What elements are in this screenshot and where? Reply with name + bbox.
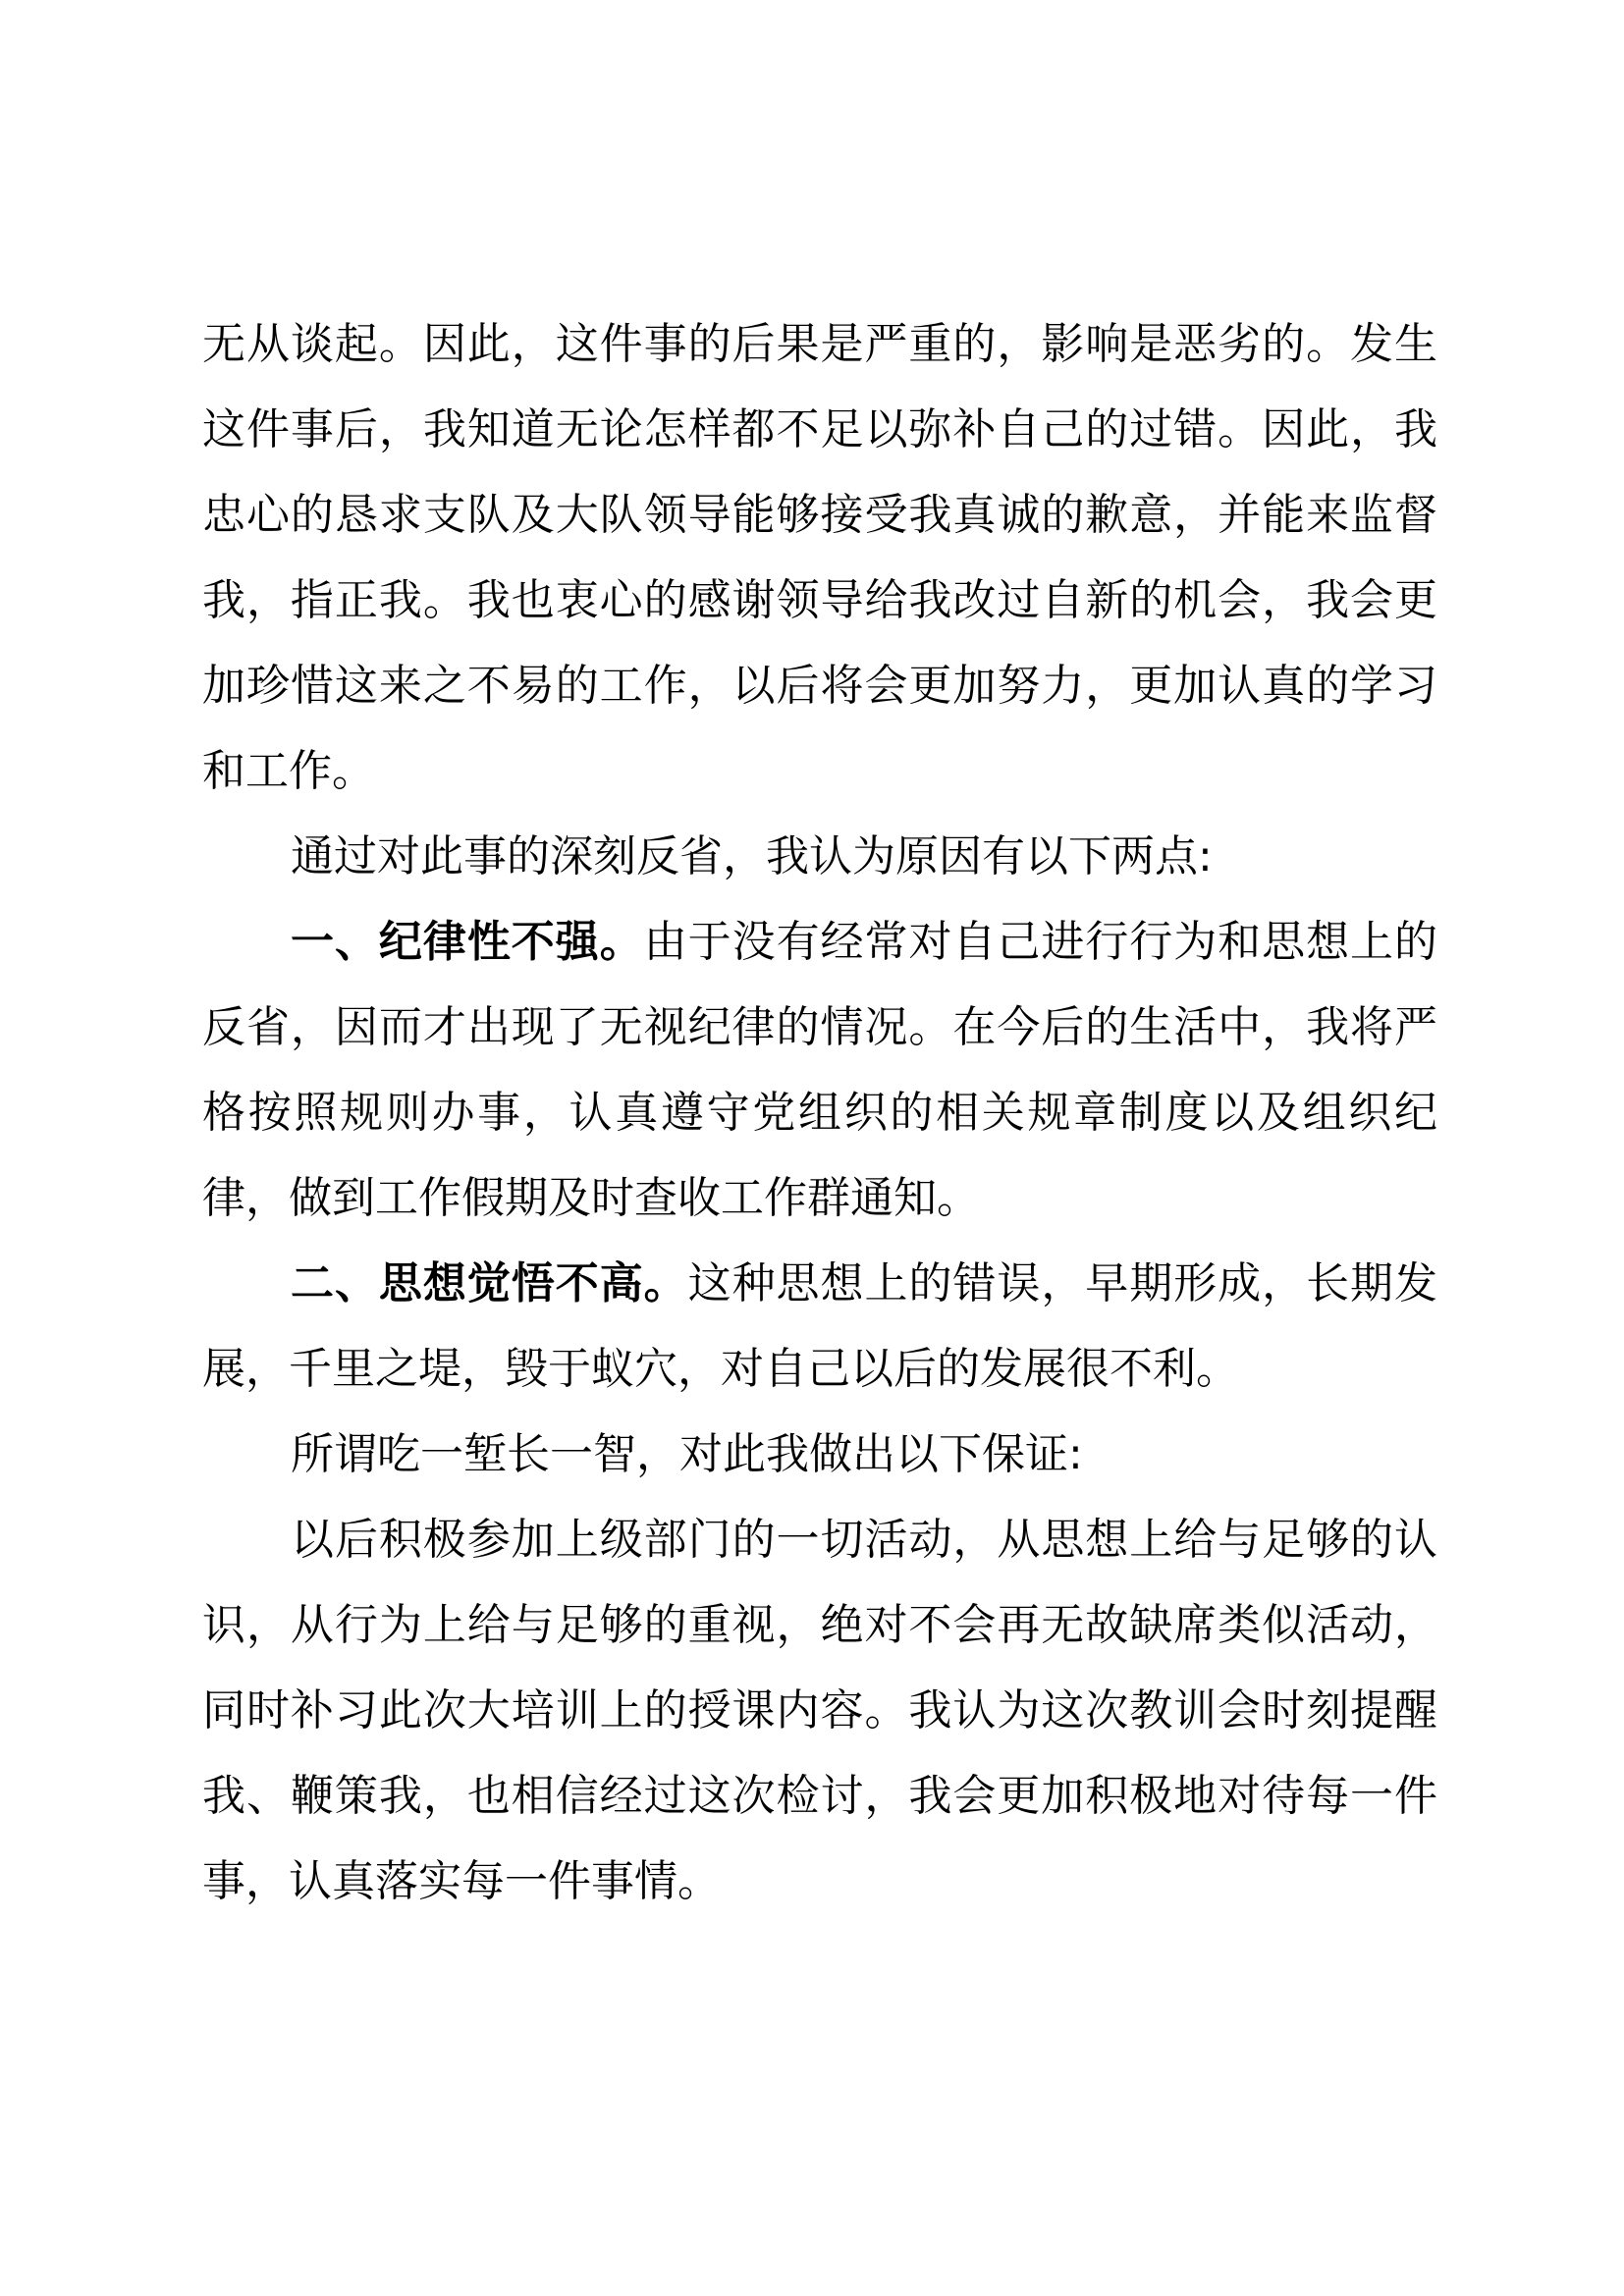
paragraph-reason-one <box>202 899 1437 1241</box>
text-line <box>202 1241 1437 1326</box>
text-line: 事，认真落实每一件事情。 <box>202 1856 721 1906</box>
text-line: 这件事后，我知道无论怎样都不足以弥补自己的过错。因此，我 <box>202 404 1437 454</box>
text-line: 律，做到工作假期及时查收工作群通知。 <box>202 1173 980 1223</box>
text-line: 忠心的恳求支队及大队领导能够接受我真诚的歉意，并能来监督 <box>202 490 1437 540</box>
reason-one-heading: 一、纪律性不强。 <box>291 917 644 967</box>
text-line: 所谓吃一堑长一智，对此我做出以下保证: <box>291 1429 1083 1479</box>
text-line: 同时补习此次大培训上的授课内容。我认为这次教训会时刻提醒 <box>202 1685 1437 1735</box>
reason-two-heading: 二、思想觉悟不高。 <box>291 1258 688 1308</box>
paragraph-consequences <box>202 301 1437 814</box>
text-run: 这种思想上的错误，早期形成，长期发 <box>687 1258 1437 1308</box>
text-run: 由于没有经常对自己进行行为和思想上的 <box>643 917 1438 967</box>
text-line: 识，从行为上给与足够的重视，绝对不会再无故缺席类似活动， <box>202 1600 1437 1650</box>
text-line: 我，指正我。我也衷心的感谢领导给我改过自新的机会，我会更 <box>202 575 1437 625</box>
text-line: 通过对此事的深刻反省，我认为原因有以下两点: <box>291 831 1213 881</box>
text-line: 加珍惜这来之不易的工作，以后将会更加努力，更加认真的学习 <box>202 661 1437 711</box>
text-line <box>202 899 1437 985</box>
document-body <box>202 301 1437 1924</box>
paragraph-pledge-intro <box>202 1412 1437 1497</box>
text-line: 无从谈起。因此，这件事的后果是严重的，影响是恶劣的。发生 <box>202 319 1437 369</box>
paragraph-reason-two <box>202 1241 1437 1412</box>
text-line: 格按照规则办事，认真遵守党组织的相关规章制度以及组织纪 <box>202 1088 1437 1138</box>
text-line: 和工作。 <box>202 746 375 796</box>
text-line: 展，千里之堤，毁于蚁穴，对自己以后的发展很不利。 <box>202 1344 1239 1394</box>
paragraph-pledge <box>202 1497 1437 1924</box>
text-line: 以后积极参加上级部门的一切活动，从思想上给与足够的认 <box>291 1515 1437 1565</box>
text-line: 我、鞭策我，也相信经过这次检讨，我会更加积极地对待每一件 <box>202 1771 1437 1821</box>
paragraph-reasons-intro <box>202 814 1437 899</box>
text-line: 反省，因而才出现了无视纪律的情况。在今后的生活中，我将严 <box>202 1002 1437 1052</box>
